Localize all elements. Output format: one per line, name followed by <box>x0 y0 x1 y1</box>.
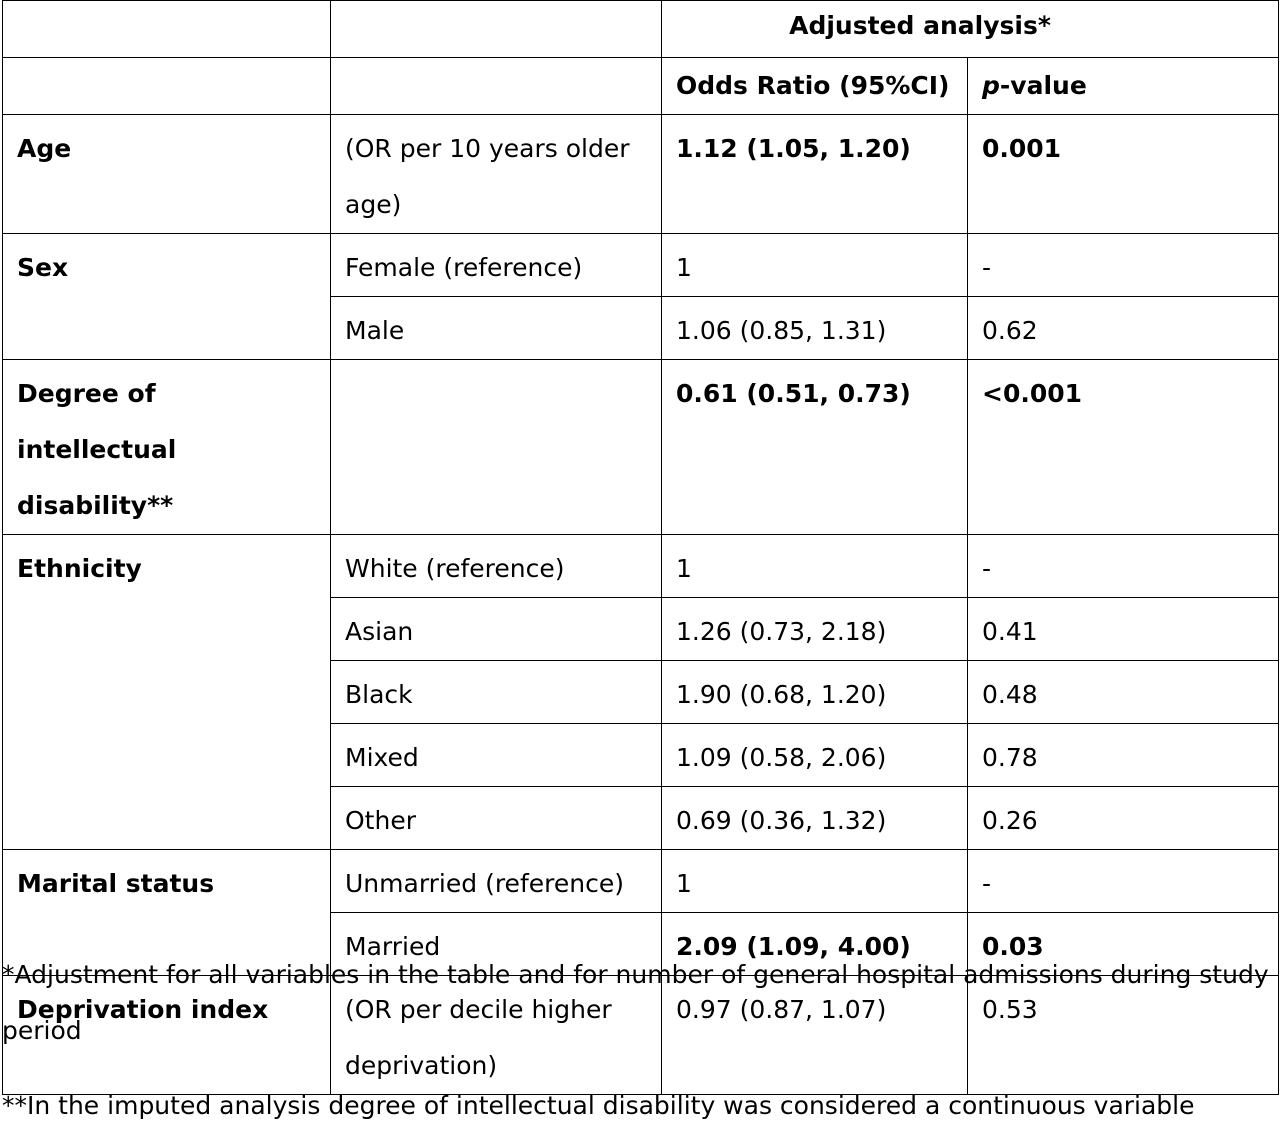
p-value-cell: - <box>968 535 1279 598</box>
category-cell: Female (reference) <box>331 234 662 297</box>
p-letter: p <box>982 71 1000 100</box>
odds-ratio-cell: 1.26 (0.73, 2.18) <box>662 598 968 661</box>
category-cell: (OR per decile higher deprivation) <box>331 976 662 1095</box>
adjusted-analysis-table <box>2 0 1279 1095</box>
header-empty-cell <box>331 1 662 58</box>
table-row <box>3 787 1279 850</box>
p-value-suffix: -value <box>999 71 1087 100</box>
category-cell: (OR per 10 years older age) <box>331 115 662 234</box>
p-value-cell: 0.53 <box>968 976 1279 1095</box>
p-value-cell: - <box>968 850 1279 913</box>
table-header-row-sub <box>3 58 1279 115</box>
category-cell: Male <box>331 297 662 360</box>
odds-ratio-cell: 0.97 (0.87, 1.07) <box>662 976 968 1095</box>
variable-cell: Age <box>3 115 331 234</box>
p-value-cell: 0.62 <box>968 297 1279 360</box>
table-row <box>3 724 1279 787</box>
p-value-cell: 0.78 <box>968 724 1279 787</box>
table-row <box>3 850 1279 913</box>
variable-cell: Marital status <box>3 850 331 913</box>
p-value-cell: 0.48 <box>968 661 1279 724</box>
adjusted-analysis-heading: Adjusted analysis* <box>662 1 1279 58</box>
category-cell: Other <box>331 787 662 850</box>
odds-ratio-cell: 1 <box>662 850 968 913</box>
odds-ratio-cell: 1.90 (0.68, 1.20) <box>662 661 968 724</box>
odds-ratio-cell: 1.06 (0.85, 1.31) <box>662 297 968 360</box>
variable-cell: Sex <box>3 234 331 297</box>
table-row <box>3 360 1279 535</box>
footnote-adjustment: *Adjustment for all variables in the table and for number of general hospital admissions during study period <box>2 960 1269 1045</box>
header-empty-cell <box>331 58 662 115</box>
category-cell: White (reference) <box>331 535 662 598</box>
odds-ratio-cell: 0.69 (0.36, 1.32) <box>662 787 968 850</box>
odds-ratio-cell: 1.09 (0.58, 2.06) <box>662 724 968 787</box>
odds-ratio-cell: 2.09 (1.09, 4.00) <box>662 913 968 976</box>
variable-cell <box>3 598 331 661</box>
table-row <box>3 297 1279 360</box>
table-row <box>3 661 1279 724</box>
header-empty-cell <box>3 58 331 115</box>
odds-ratio-cell: 1 <box>662 234 968 297</box>
category-cell: Mixed <box>331 724 662 787</box>
category-cell: Black <box>331 661 662 724</box>
p-value-cell: 0.001 <box>968 115 1279 234</box>
odds-ratio-cell: 1.12 (1.05, 1.20) <box>662 115 968 234</box>
variable-cell <box>3 297 331 360</box>
table-row <box>3 535 1279 598</box>
variable-cell: Ethnicity <box>3 535 331 598</box>
table-row <box>3 598 1279 661</box>
table-header-row-top <box>3 1 1279 58</box>
p-value-cell: 0.03 <box>968 913 1279 976</box>
p-value-heading <box>968 58 1279 115</box>
p-value-cell: 0.41 <box>968 598 1279 661</box>
category-cell: Married <box>331 913 662 976</box>
header-empty-cell <box>3 1 331 58</box>
category-cell: Asian <box>331 598 662 661</box>
p-value-cell: <0.001 <box>968 360 1279 535</box>
variable-cell: Deprivation index <box>3 976 331 1095</box>
odds-ratio-cell: 1 <box>662 535 968 598</box>
variable-cell <box>3 724 331 787</box>
odds-ratio-heading: Odds Ratio (95%CI) <box>662 58 968 115</box>
category-cell <box>331 360 662 535</box>
p-value-cell: 0.26 <box>968 787 1279 850</box>
variable-cell: Degree of intellectual disability** <box>3 360 331 535</box>
p-value-cell: - <box>968 234 1279 297</box>
variable-cell <box>3 787 331 850</box>
variable-cell <box>3 661 331 724</box>
odds-ratio-cell: 0.61 (0.51, 0.73) <box>662 360 968 535</box>
category-cell: Unmarried (reference) <box>331 850 662 913</box>
table-row <box>3 234 1279 297</box>
table-row <box>3 115 1279 234</box>
footnote-imputed: **In the imputed analysis degree of intellectual disability was considered a continuous variable <box>2 1091 1195 1120</box>
